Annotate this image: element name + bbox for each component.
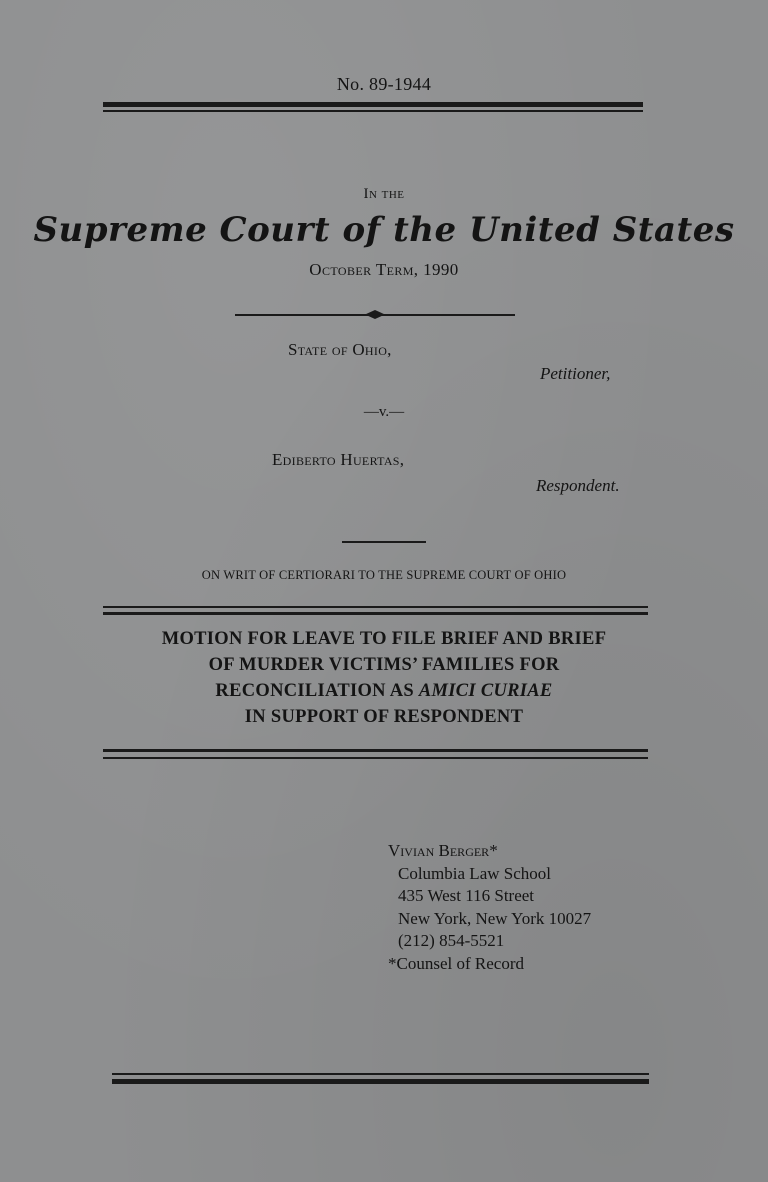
petitioner-role: Petitioner, [540,364,611,383]
title-line-2: OF MURDER VICTIMS’ FAMILIES FOR [208,655,560,675]
diamond-ornament-icon [365,310,385,319]
counsel-institution: Columbia Law School [398,863,551,883]
ornamental-diamond-rule [235,310,515,320]
title-line-3 [0,678,768,704]
bottom-double-rule-thick [112,1079,649,1084]
short-divider [342,541,426,543]
petitioner-name: State of Ohio, [288,340,392,359]
title-line-4: IN SUPPORT OF RESPONDENT [244,707,524,727]
versus-label: —v.— [363,404,405,420]
counsel-name: Vivian Berger* [388,841,498,860]
document-title [0,626,768,730]
counsel-note: *Counsel of Record [388,953,524,973]
title-line-1: MOTION FOR LEAVE TO FILE BRIEF AND BRIEF [161,629,607,649]
counsel-street: 435 West 116 Street [398,886,535,905]
in-the-label: In the [363,186,405,202]
counsel-block [388,840,591,975]
top-double-rule-thin [103,110,643,112]
title-line-3-prefix: RECONCILIATION AS [215,681,419,701]
respondent-name: Ediberto Huertas, [272,450,405,469]
title-bottom-rule-thick [103,749,648,752]
court-name: Supreme Court of the United States [33,210,735,250]
title-top-rule-thin [103,606,648,608]
title-top-rule-thick [103,612,648,615]
top-double-rule-thick [103,102,643,107]
counsel-city: New York, New York 10027 [398,908,592,928]
counsel-phone: (212) 854-5521 [398,931,505,950]
term-label: October Term, 1990 [309,260,459,279]
title-bottom-rule-thin [103,757,648,759]
docket-number: No. 89-1944 [336,74,432,94]
title-line-3-italic: AMICI CURIAE [418,681,553,701]
bottom-double-rule-thin [112,1073,649,1075]
writ-line: ON WRIT OF CERTIORARI TO THE SUPREME COURT OF OHIO [201,568,567,582]
respondent-role: Respondent. [536,476,620,495]
